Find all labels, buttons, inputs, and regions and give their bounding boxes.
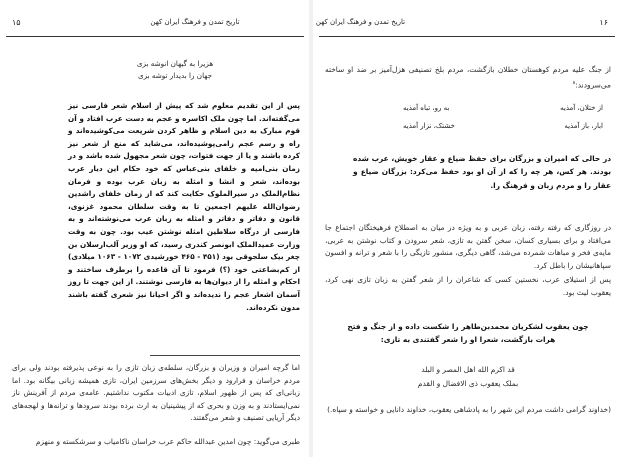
header-rule: [319, 36, 615, 37]
bold-quote-paragraph: پس از این تقدیم معلوم شد که پیش از اسلام شعر فارسی نیز می‌گفته‌اند. اما چون ملک اکاسره و عجم به دست عرب افتاد و آن قوم مبارک به دین اسلام و ظاهر کردن شریعت می‌کوشیده‌اند و راه و رسم عجم زامی‌پوشیده‌اند، می‌شاید که منع از شعر نیز کرده باشند و یا از جهت فتوات، چون شعر مجهول شده باشد و در زمان بنی‌امیه و خلفای بنی‌عباس که خود حکام این دیار عرب بوده‌اند، شعر و انشا و امثله به زبان عرب بوده و فرمان نظام‌الملک در سیرالملوک حکایت کند که از زمان خلفای راشدین رضوان‌الله علیهم اجمعین تا به وقت سلطان محمود غزنوی، قانون و دفاتر و دفاتر و امثله به زبان عرب می‌نوشته‌اند و به فارسی از درگاه سلاطین امثله نوشتن عیب بود. چون به وقت وزارت عمیدالملک ابونصر کندری رسید، که او وزیر آلب‌ارسلان بن چغر بیک سلجوقی بود (۴۵۱ - ۴۶۵ خورشیدی ۱۰۷۲ - ۱۰۶۳ میلادی) از کم‌بضاعتی خود (؟) فرمود تا آن قاعده را برطرف ساختند و احکام و امثله را از دیوان‌ها به فارسی نوشتند. از این جهت تا روز آسمان اشعار عجم را ندیده‌اند و اگر احیانا نیز شعری گفته باشند مدون نکرده‌اند.: [68, 101, 301, 312]
right-page: [313, 0, 622, 457]
body-paragraph: اما گرچه امیران و وزیران و بزرگان، سلطه‌ی زبان تازی را به نوعی پذیرفته بودند ولی برای مردم خراسان و فرارود و دیگر بخش‌های سرزمین ایران، تازی همیشه زبانی بیگانه بود. اما زبانی‌ای که پس از ظهور اسلام، تازی ادبیات مکتوب نداشتیم. عامه‌ی مردم از آفرینش ناز نمی‌ایستادند و به وزن و بحری که از پیشینیان به ارث برده بودند سرودها و ترانه‌ها و لهجه‌های دیگر آریایی تصنیف و شعر می‌گفتند.: [12, 363, 300, 423]
footnote-marker: ۸: [572, 79, 576, 86]
body-paragraph: در روزگاری که رفته رفته، زبان عربی و به ویژه در میان به اصطلاح فرهیختگان اجتماع جا می‌افتاد و برای بسیاری کسان، سخن گفتن به تازی، شعر سرودن و کتاب نوشتن به عربی، مایه‌ی فخر و مباهات شمرده می‌شد، گاهی دیگری، منشور تازیگی را با شعر و ترانه و افسون سپاهانیشان را باطل کرد.: [325, 223, 611, 270]
intro-paragraph: از جنگ علیه مردم کوهستان خطلان بازگشت، مردم بلخ تصنیفی هزل‌آمیز بر ضد او ساخته می‌سرودند:$^۸$: [325, 65, 611, 90]
page-number: ۱۵: [12, 18, 21, 27]
page-number: ۱۶: [599, 18, 608, 27]
body-paragraph-2: پس از استیلای عرب، نخستین کسی که شاعران را از شعر گفتن به زبان تازی نهی کرد، یعقوب لیث بود.: [325, 275, 611, 297]
body-paragraph-end: طبری می‌گوید: چون امدین عبدالله حاکم عرب خراسان ناکامیاب و سرشکسته و منهزم: [35, 437, 300, 446]
poem-hemistich: ابار، باز آمذیه: [564, 122, 603, 130]
poem-hemistich: به رو، تباه آمذیه: [403, 104, 450, 112]
bold-center-quote: چون یعقوب لشکریان محمدبن‌طاهر را شکست داده و از جنگ و فتح هرات بازگشت، شعرا او را شعر گفتندی به تازی:: [347, 322, 589, 345]
poem-hemistich: خشتک، نزار آمذیه: [403, 122, 455, 130]
translation-paragraph: (خداوند گرامی داشت مردم این شهر را به پادشاهی یعقوب، خداوند دانایی و خواسته و سپاه.): [327, 405, 611, 414]
running-header: تاریخ تمدن و فرهنگ ایران کهن: [150, 18, 240, 26]
poem-row: [403, 122, 603, 130]
left-page: [0, 0, 309, 457]
section-separator: [150, 355, 300, 356]
header-rule: [6, 36, 304, 37]
epigraph-line-2: جهان را بدیدار توشه بزی: [137, 71, 213, 80]
arabic-verse-line-1: قد اکرم الله اهل المصر و البلد: [421, 365, 515, 374]
epigraph-line-1: هزیرا به گیهان انوشه بزی: [136, 59, 214, 68]
arabic-verse-line-2: بملک یعقوب ذی الافضال و القدم: [417, 379, 519, 388]
poem-hemistich: از ختلان، آمذیه: [560, 104, 603, 112]
running-header: تاریخ تمدن و فرهنگ ایران کهن: [315, 18, 406, 26]
bold-quote-block: در حالی که امیران و بزرگان برای حفظ ضیاع و عقار خویش، عرب شده بودند. هر کس، هر چه را که از آن او بود حفظ می‌کرد: بزرگان ضیاع و عقار را و مردم زبان و فرهنگ را.: [353, 154, 611, 190]
poem-row: [403, 104, 603, 112]
